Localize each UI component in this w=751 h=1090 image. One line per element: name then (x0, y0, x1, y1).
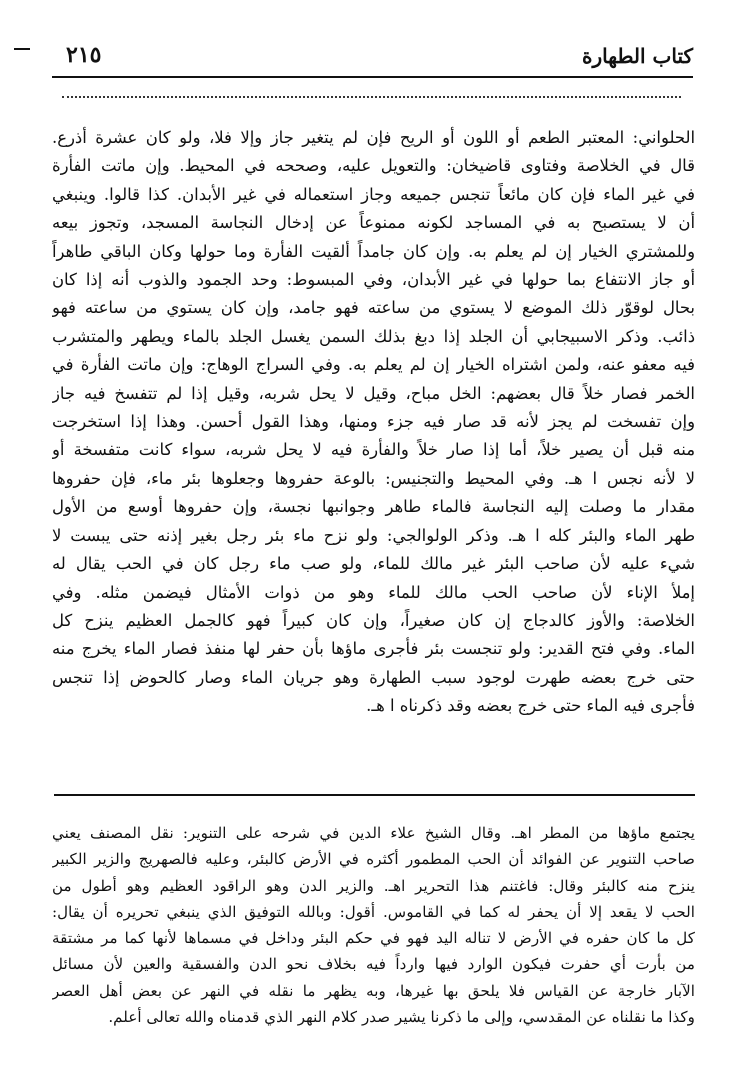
main-line: الخمر فصار خلاً قال بعضهم: الخل مباح، وقيل لا يحل شربه، وقيل إذا لم تتفسخ فيه جاز (52, 383, 695, 403)
footnote-line: من بأرت أي حفرت فيكون الوارد فيها وارداً فيه بخلاف نحو الدن والفسقية والعين لأن مسائل (52, 955, 695, 974)
main-line: لا لأنه نجس ا هـ. وفي المحيط والتجنيس: بالوعة حفروها وجعلوها بئر ماء، فإن حفروها (52, 468, 695, 488)
main-line: بحال لوقوّر ذلك الموضع لا يستوي من ساعته فهو جامد، وإن كان يستوي من ساعته فهو (52, 298, 695, 318)
book-title: كتاب الطهارة (582, 44, 693, 68)
main-line: في غير الماء فإن كان مائعاً تنجس جميعه وجاز استعماله في غير الأبدان. كذا قالوا. وينبغي (52, 184, 695, 204)
main-line: منه قبل أن يصير خلاً، أما إذا صار خلاً والفأرة فيه لا يحل شربه، سواء كانت متفسخة أو (52, 440, 695, 460)
main-line: مقدار ما وصلت إليه النجاسة فالماء طاهر وجوانبها نجسة، وإن حفروها أوسع من الأول (52, 497, 695, 517)
main-line: الحلواني: المعتبر الطعم أو اللون أو الريح فإن لم يتغير جاز وإلا فلا، ولو كان عشرة أذرع. (52, 128, 695, 147)
header-rule (52, 76, 693, 78)
footnote-line: ينزح منه كالبئر وقال: فاغتنم هذا التحرير اهـ. والزير الدن وهو الراقود العظيم وهو أطول من (52, 876, 695, 895)
main-line: أن لا يستصبح به في المساجد لكونه ممنوعاً عن إدخال النجاسة المسجد، وتجوز بيعه (52, 213, 695, 233)
main-line: أو جاز الانتفاع بما حولها في غير الأبدان، وفي المبسوط: وحد الجمود والذوب أنه إذا كان (52, 270, 695, 290)
main-line: ذائب. وذكر الاسبيجابي أن الجلد إذا دبغ بذلك السمن يغسل الجلد بالماء ويطهر والمتشرب (52, 326, 695, 346)
main-line: فيه معفو عنه، ولمن اشتراه الخيار إن لم يعلم به. وفي السراج الوهاج: وإن ماتت الفأرة في (52, 355, 695, 375)
dotted-divider (62, 96, 681, 98)
footnote-text (52, 820, 695, 1030)
main-line: شيء عليه لأن صاحب البئر غير مالك للماء، ولو صب ماء رجل كان في الحب يقال له (52, 554, 695, 574)
main-line: طهر الماء والبئر كله ا هـ. وذكر الولوالجي: ولو نزح ماء بئر رجل بغير إذنه حتى يبست لا (52, 525, 695, 545)
main-line: فأجرى فيه الماء حتى خرج بعضه وقد ذكرناه ا هـ. (366, 696, 695, 716)
footnote-line: الآبار خارجة عن القياس فلا يلحق بها غيرها، وبه يظهر ما نقله في النهر عن بعض أهل العصر (52, 981, 695, 1000)
main-line: الماء. وفي فتح القدير: ولو تنجست بئر فأجرى ماؤها بأن حفر لها منفذ فصار الماء يخرج منه (52, 639, 695, 659)
footnote-line: يجتمع ماؤها من المطر اهـ. وقال الشيخ علاء الدين في شرحه على التنوير: نقل المصنف يعني (52, 824, 695, 842)
footnote-rule (54, 794, 695, 796)
footnote-line: وكذا ما نقلناه عن المقدسي، وإلى ما ذكرنا يشير صدر كلام النهر الذي قدمناه والله تعالى أعلم. (108, 1008, 695, 1027)
main-line: وإن تفسخت لم يجز لأنه قد صار فيه جزء ومنها، وهذا القول أحسن. وهذا إذا استخرجت (52, 412, 695, 432)
main-line: قال في الخلاصة وفتاوى قاضيخان: والتعويل عليه، وصححه في المحيط. وإن ماتت الفأرة (52, 156, 695, 176)
footnote-line: كل ما كان حفره في الأرض لا تناله اليد فهو في حكم البئر وداخل في مسماها لأنها كما مر مشتقة (52, 929, 695, 948)
page-number: ٢١٥ (66, 42, 102, 68)
footnote-line: الحب لا يقعد إلا أن يحفر له كما في القاموس. أقول: وبالله التوفيق الذي ينبغي تحريره أن يقال: (52, 902, 695, 921)
footnote-line: صاحب التنوير عن الفوائد أن الحب المطمور أكثره في الأرض كالبئر، وعليه فالصهريج والزير الكبير (52, 850, 695, 869)
page-header (52, 38, 693, 78)
main-text (52, 124, 695, 721)
main-line: وللمشتري الخيار إن لم يعلم به. وإن كان جامداً ألقيت الفأرة وما حولها وكان الباقي طاهراً (52, 241, 695, 261)
main-line: حتى خرج بعضه طهرت لوجود سبب الطهارة وهو جريان الماء وصار كالحوض إذا تنجس (52, 667, 695, 687)
corner-mark (14, 48, 30, 50)
main-line: إملأ الإناء لأن صاحب الحب مالك للماء وهو من ذوات الأمثال فيضمن مثله. وفي (52, 582, 695, 602)
main-line: الخلاصة: والأوز كالدجاج إن كان صغيراً، وإن كان كبيراً فهو كالجمل العظيم ينزح كل (52, 610, 695, 630)
